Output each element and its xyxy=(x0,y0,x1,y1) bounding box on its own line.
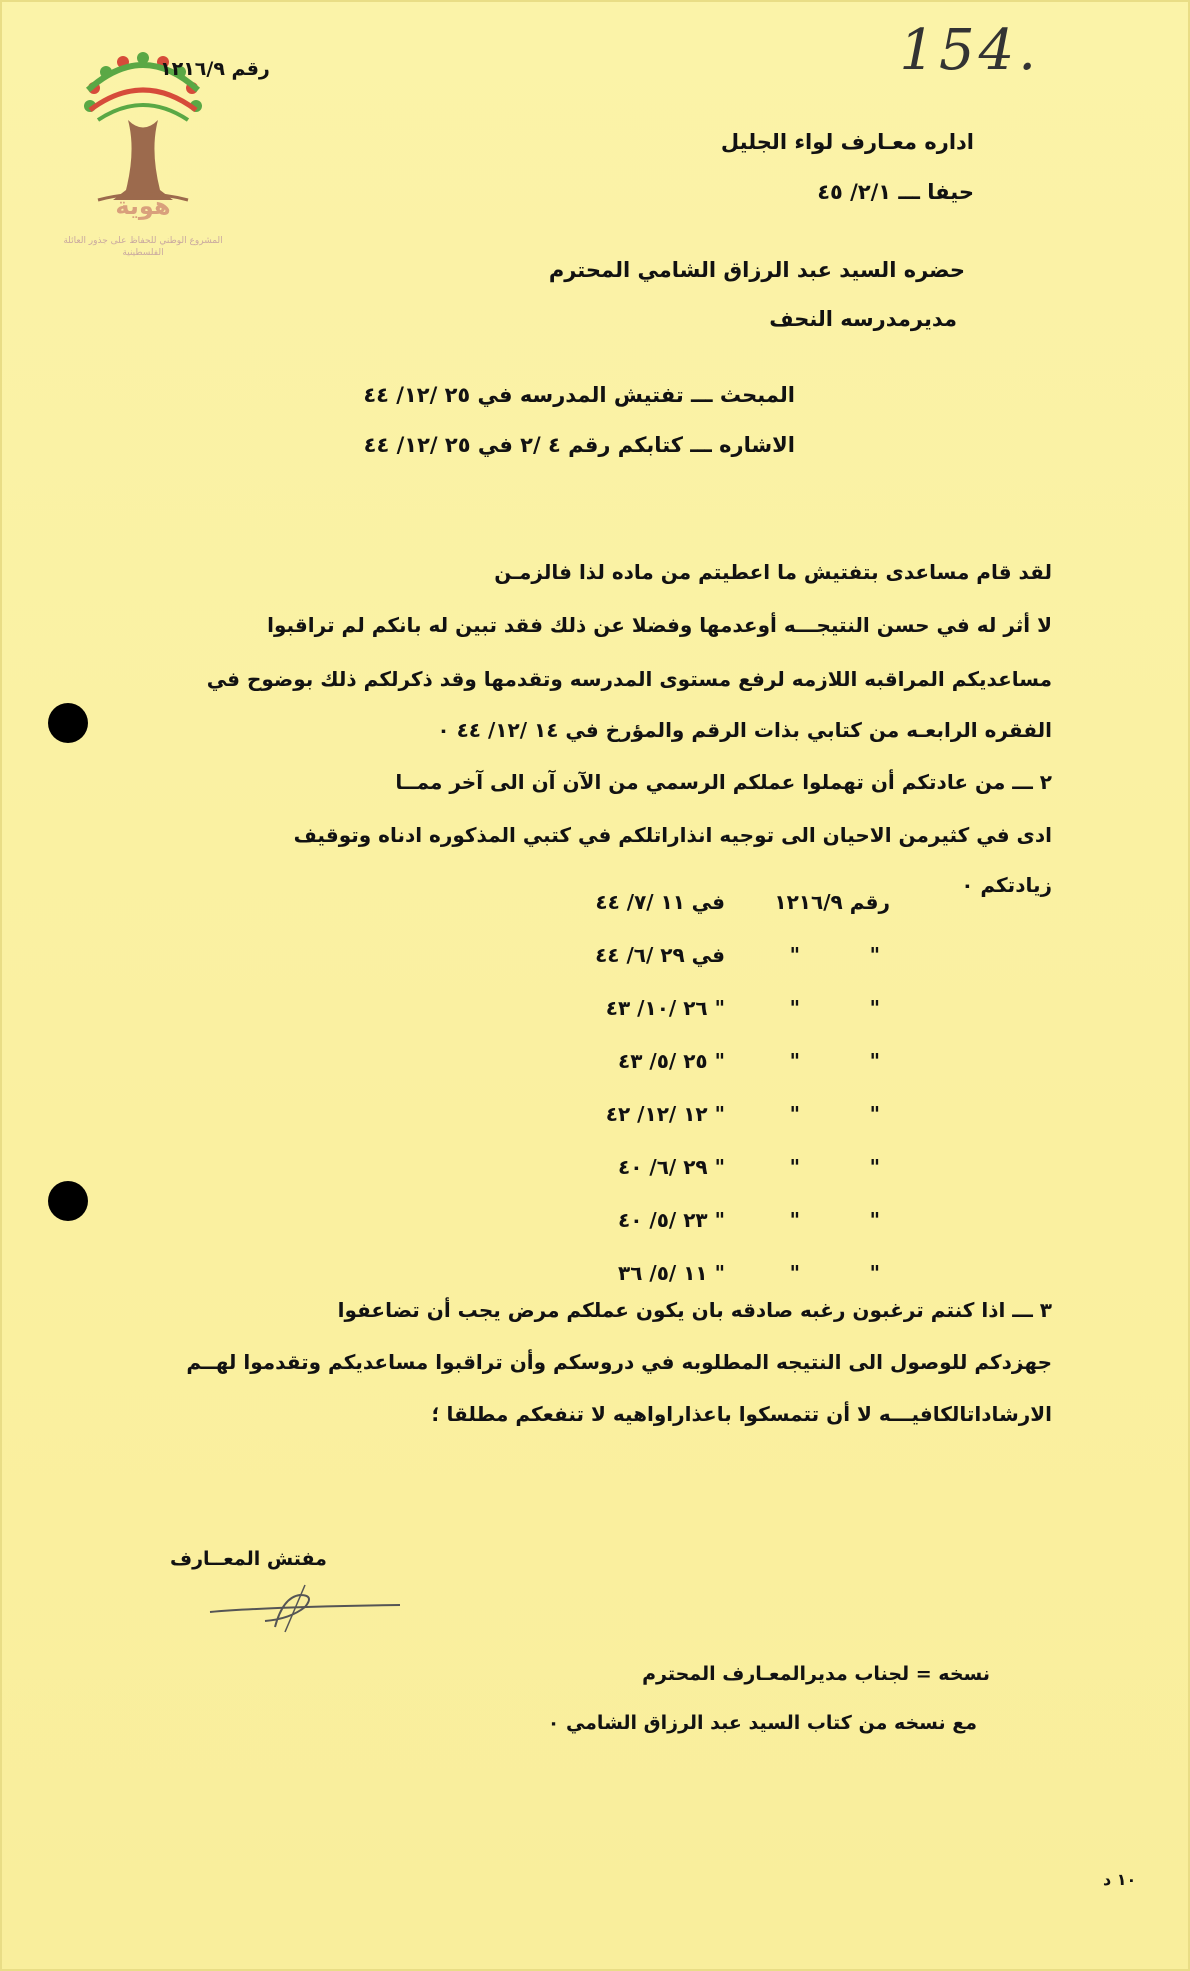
list-item xyxy=(570,1102,890,1155)
list-item-label: " xyxy=(869,1102,880,1126)
list-item-label: " xyxy=(869,1208,880,1232)
punch-hole xyxy=(48,1181,88,1221)
body-line: الفقره الرابعـه من كتابي بذات الرقم والمؤرخ في ١٤ /١٢/ ٤٤ ٠ xyxy=(437,718,1052,742)
list-item xyxy=(570,996,890,1049)
list-item xyxy=(570,890,890,943)
logo-wordmark: هوية xyxy=(115,192,171,220)
addressee-name: حضره السيد عبد الرزاق الشامي المحترم xyxy=(548,258,965,282)
copy-to-line: نسخه = لجناب مديرالمعـارف المحترم xyxy=(642,1663,990,1685)
list-item-label: " xyxy=(869,1261,880,1285)
subject-line: المبحث ـــ تفتيش المدرسه في ٢٥ /١٢/ ٤٤ xyxy=(363,383,795,407)
handwritten-signature xyxy=(205,1577,405,1637)
copy-enclosure-line: مع نسخه من كتاب السيد عبد الرزاق الشامي ٠ xyxy=(547,1712,977,1734)
signature-title: مفتش المعــارف xyxy=(170,1548,327,1570)
tree-family-logo xyxy=(68,50,218,265)
reference-number-top: رقم ١٢١٦/٩ xyxy=(160,58,270,80)
list-item-date: ١١ /٧/ ٤٤ xyxy=(595,890,685,914)
list-item-date: " ٢٦ /١٠/ ٤٣ xyxy=(605,996,725,1020)
list-item xyxy=(570,943,890,996)
body-line: ٢ ـــ من عادتكم أن تهملوا عملكم الرسمي من الآن آن الى آخر ممــا xyxy=(395,770,1052,794)
list-item-label: " xyxy=(869,943,880,967)
list-item-prep: " xyxy=(789,1049,800,1073)
body-line: لا أثر له في حسن النتيجـــه أوعدمها وفضلا عن ذلك فقد تبين له بانكم لم تراقبوا xyxy=(267,613,1052,637)
list-item-date: " ٢٩ /٦/ ٤٠ xyxy=(617,1155,725,1179)
body-line: لقد قام مساعدى بتفتيش ما اعطيتم من ماده لذا فالزمـن xyxy=(494,560,1052,584)
office-name: اداره معـارف لواء الجليل xyxy=(720,130,974,154)
punch-hole xyxy=(48,703,88,743)
list-item-prep: " xyxy=(789,943,800,967)
handwritten-page-number: 154. xyxy=(899,18,1040,83)
list-item-date: " ٢٣ /٥/ ٤٠ xyxy=(617,1208,725,1232)
list-item-prep: " xyxy=(789,1208,800,1232)
body-line: ٣ ـــ اذا كنتم ترغبون رغبه صادقه بان يكون عملكم مرض يجب أن تضاعفوا xyxy=(337,1298,1052,1322)
list-item-label: رقم ١٢١٦/٩ xyxy=(774,890,890,914)
list-item-label: " xyxy=(869,996,880,1020)
reference-line: الاشاره ـــ كتابكم رقم ٤ /٢ في ٢٥ /١٢/ ٤٤ xyxy=(363,433,795,457)
list-item-date: " ١١ /٥/ ٣٦ xyxy=(617,1261,725,1285)
logo-tagline: المشروع الوطني للحفاظ على جذور العائلة الفلسطينية xyxy=(63,236,223,258)
list-item xyxy=(570,1155,890,1208)
file-code: ١٠ د xyxy=(1103,1870,1137,1889)
list-item-prep: " xyxy=(789,1261,800,1285)
body-line: مساعديكم المراقبه اللازمه لرفع مستوى المدرسه وتقدمها وقد ذكرلكم ذلك بوضوح في xyxy=(206,667,1052,691)
body-line: زيادتكم ٠ xyxy=(961,873,1052,897)
body-line: جهزدكم للوصول الى النتيجه المطلوبه في دروسكم وأن تراقبوا مساعديكم وتقدموا لهــم xyxy=(186,1350,1052,1374)
list-item xyxy=(570,1049,890,1102)
list-item-prep: في xyxy=(691,890,725,914)
city-date: حيفا ـــ ٢/١/ ٤٥ xyxy=(817,180,974,204)
body-line: الارشاداتالكافيـــه لا أن تتمسكوا باعذاراواهيه لا تنفعكم مطلقا ؛ xyxy=(431,1402,1052,1426)
list-item-date: " ١٢ /١٢/ ٤٢ xyxy=(605,1102,725,1126)
list-item-label: " xyxy=(869,1049,880,1073)
list-item-prep: " xyxy=(789,1155,800,1179)
list-item-prep: " xyxy=(789,1102,800,1126)
list-item-date: في ٢٩ /٦/ ٤٤ xyxy=(595,943,725,967)
list-item-date: " ٢٥ /٥/ ٤٣ xyxy=(617,1049,725,1073)
list-item-prep: " xyxy=(789,996,800,1020)
list-item-label: " xyxy=(869,1155,880,1179)
list-item xyxy=(570,1208,890,1261)
letters-list xyxy=(570,890,890,1314)
body-line: ادى في كثيرمن الاحيان الى توجيه انذاراتلكم في كتبي المذكوره ادناه وتوقيف xyxy=(293,823,1052,847)
addressee-title: مديرمدرسه النحف xyxy=(769,307,957,331)
